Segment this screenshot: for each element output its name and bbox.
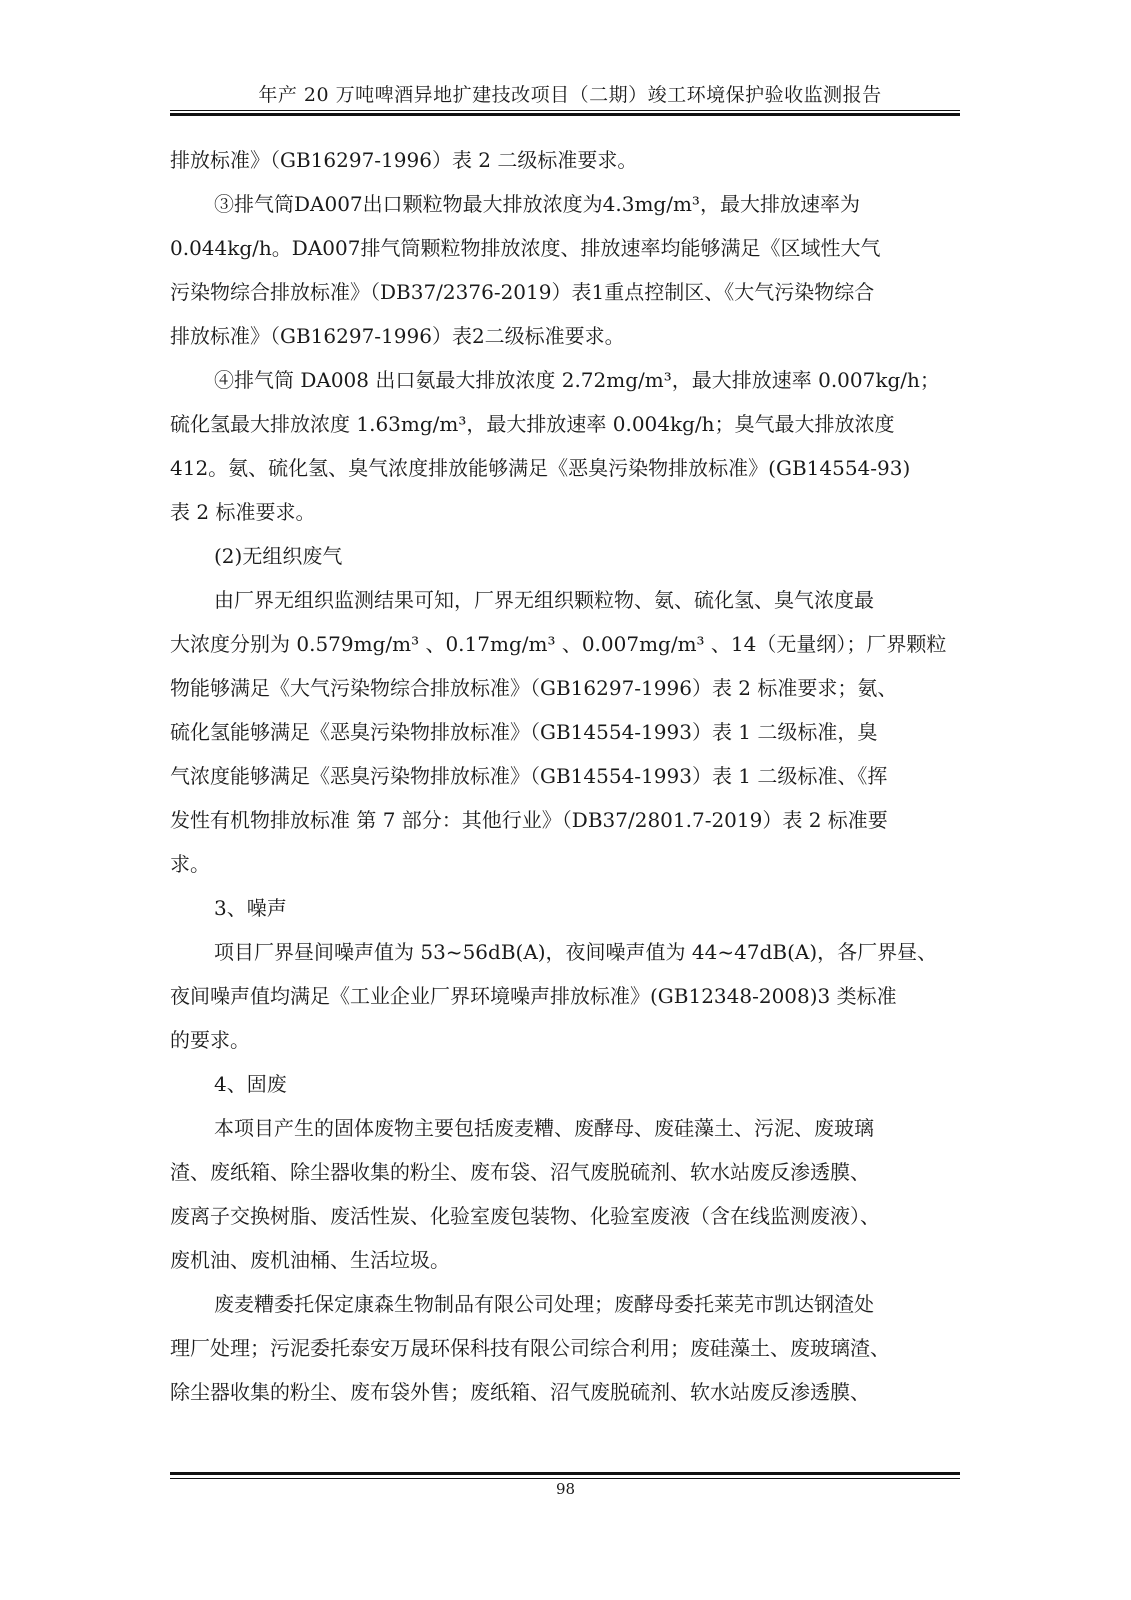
body-line: 本项目产生的固体废物主要包括废麦糟、废酵母、废硅藻土、污泥、废玻璃 xyxy=(214,1116,874,1140)
body-line: 渣、废纸箱、除尘器收集的粉尘、废布袋、沼气废脱硫剂、软水站废反渗透膜、 xyxy=(170,1160,870,1184)
footer-rule-thick xyxy=(170,1472,960,1475)
report-body xyxy=(170,138,960,1414)
body-line: 表 2 标准要求。 xyxy=(170,500,316,524)
footer-rule-thin xyxy=(170,1478,960,1479)
section-heading: (2)无组织废气 xyxy=(214,544,343,568)
body-line: 废麦糟委托保定康森生物制品有限公司处理；废酵母委托莱芜市凯达钢渣处 xyxy=(214,1292,874,1316)
body-line: 硫化氢最大排放浓度 1.63mg/m³，最大排放速率 0.004kg/h；臭气最大排放浓度 xyxy=(170,412,895,436)
body-line: 项目厂界昼间噪声值为 53~56dB(A)，夜间噪声值为 44~47dB(A)，各厂界昼、 xyxy=(214,940,938,964)
body-line: ④排气筒 DA008 出口氨最大排放浓度 2.72mg/m³，最大排放速率 0.007kg/h； xyxy=(214,368,940,392)
body-line: 412。氨、硫化氢、臭气浓度排放能够满足《恶臭污染物排放标准》(GB14554-93) xyxy=(170,456,911,480)
body-line: 求。 xyxy=(170,852,210,876)
body-line: 气浓度能够满足《恶臭污染物排放标准》（GB14554-1993）表 1 二级标准、《挥 xyxy=(170,764,888,788)
body-line: 夜间噪声值均满足《工业企业厂界环境噪声排放标准》(GB12348-2008)3 类标准 xyxy=(170,984,897,1008)
body-line: 污染物综合排放标准》（DB37/2376-2019）表1重点控制区、《大气污染物综合 xyxy=(170,280,875,304)
body-line: 废离子交换树脂、废活性炭、化验室废包装物、化验室废液（含在线监测废液）、 xyxy=(170,1204,880,1228)
report-header-title: 年产 20 万吨啤酒异地扩建技改项目（二期）竣工环境保护验收监测报告 xyxy=(258,84,882,106)
body-line: 发性有机物排放标准 第 7 部分：其他行业》（DB37/2801.7-2019）表 2 标准要 xyxy=(170,808,888,832)
body-line: 理厂处理；污泥委托泰安万晟环保科技有限公司综合利用；废硅藻土、废玻璃渣、 xyxy=(170,1336,890,1360)
header-rule-thin xyxy=(170,110,960,111)
body-line: 排放标准》（GB16297-1996）表2二级标准要求。 xyxy=(170,324,625,348)
body-line: 除尘器收集的粉尘、废布袋外售；废纸箱、沼气废脱硫剂、软水站废反渗透膜、 xyxy=(170,1380,870,1404)
body-line: 物能够满足《大气污染物综合排放标准》（GB16297-1996）表 2 标准要求；氨、 xyxy=(170,676,898,700)
body-line: 由厂界无组织监测结果可知，厂界无组织颗粒物、氨、硫化氢、臭气浓度最 xyxy=(214,588,874,612)
page-number: 98 xyxy=(555,1480,576,1498)
body-line: 废机油、废机油桶、生活垃圾。 xyxy=(170,1248,450,1272)
body-line: ③排气筒DA007出口颗粒物最大排放浓度为4.3mg/m³，最大排放速率为 xyxy=(214,192,860,216)
body-line: 硫化氢能够满足《恶臭污染物排放标准》（GB14554-1993）表 1 二级标准，臭 xyxy=(170,720,878,744)
body-line: 的要求。 xyxy=(170,1028,250,1052)
section-heading: 3、噪声 xyxy=(214,896,287,920)
body-line: 排放标准》（GB16297-1996）表 2 二级标准要求。 xyxy=(170,148,638,172)
header-rule-thick xyxy=(170,113,960,116)
body-line: 大浓度分别为 0.579mg/m³ 、0.17mg/m³ 、0.007mg/m³ 、14（无量纲）；厂界颗粒 xyxy=(170,632,947,656)
body-line: 0.044kg/h。DA007排气筒颗粒物排放浓度、排放速率均能够满足《区域性大气 xyxy=(170,236,881,260)
section-heading: 4、固废 xyxy=(214,1072,287,1096)
